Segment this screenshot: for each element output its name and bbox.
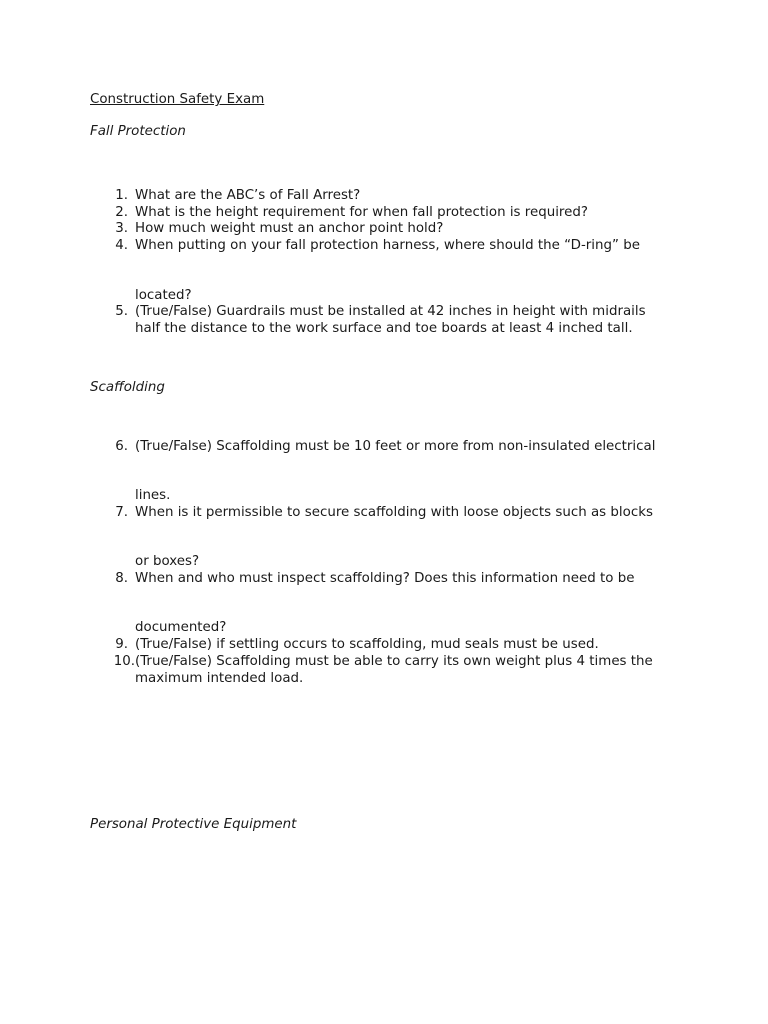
question-text: (True/False) Guardrails must be installed at 42 inches in height with midrails <box>135 304 646 319</box>
question-number: 2. <box>115 205 128 220</box>
document-title: Construction Safety Exam <box>90 92 265 107</box>
question-text: What are the ABC’s of Fall Arrest? <box>135 188 361 203</box>
question-text-continued: lines. <box>135 488 171 503</box>
question-text: (True/False) if settling occurs to scaffolding, mud seals must be used. <box>135 637 599 652</box>
question-number: 3. <box>115 221 128 236</box>
question-text: How much weight must an anchor point hold? <box>135 221 444 236</box>
question-text-continued: documented? <box>135 620 227 635</box>
question-text: What is the height requirement for when fall protection is required? <box>135 205 588 220</box>
question-number: 8. <box>115 571 128 586</box>
section-heading-ppe: Personal Protective Equipment <box>90 817 297 832</box>
question-text-continued: or boxes? <box>135 554 200 569</box>
question-text: When and who must inspect scaffolding? Does this information need to be <box>135 571 635 586</box>
question-number: 10. <box>113 654 135 669</box>
question-number: 1. <box>115 188 128 203</box>
question-number: 5. <box>115 304 128 319</box>
question-text-continued: maximum intended load. <box>135 671 304 686</box>
question-number: 9. <box>115 637 128 652</box>
question-number: 7. <box>115 505 128 520</box>
question-text-continued: located? <box>135 288 192 303</box>
section-heading-scaffolding: Scaffolding <box>90 380 165 395</box>
question-text: When is it permissible to secure scaffolding with loose objects such as blocks <box>135 505 653 520</box>
question-number: 4. <box>115 238 128 253</box>
question-text-continued: half the distance to the work surface and toe boards at least 4 inched tall. <box>135 321 633 336</box>
question-text: When putting on your fall protection harness, where should the “D-ring” be <box>135 238 640 253</box>
question-number: 6. <box>115 439 128 454</box>
question-text: (True/False) Scaffolding must be able to carry its own weight plus 4 times the <box>135 654 653 669</box>
section-heading-fall-protection: Fall Protection <box>90 124 186 139</box>
question-text: (True/False) Scaffolding must be 10 feet or more from non-insulated electrical <box>135 439 656 454</box>
